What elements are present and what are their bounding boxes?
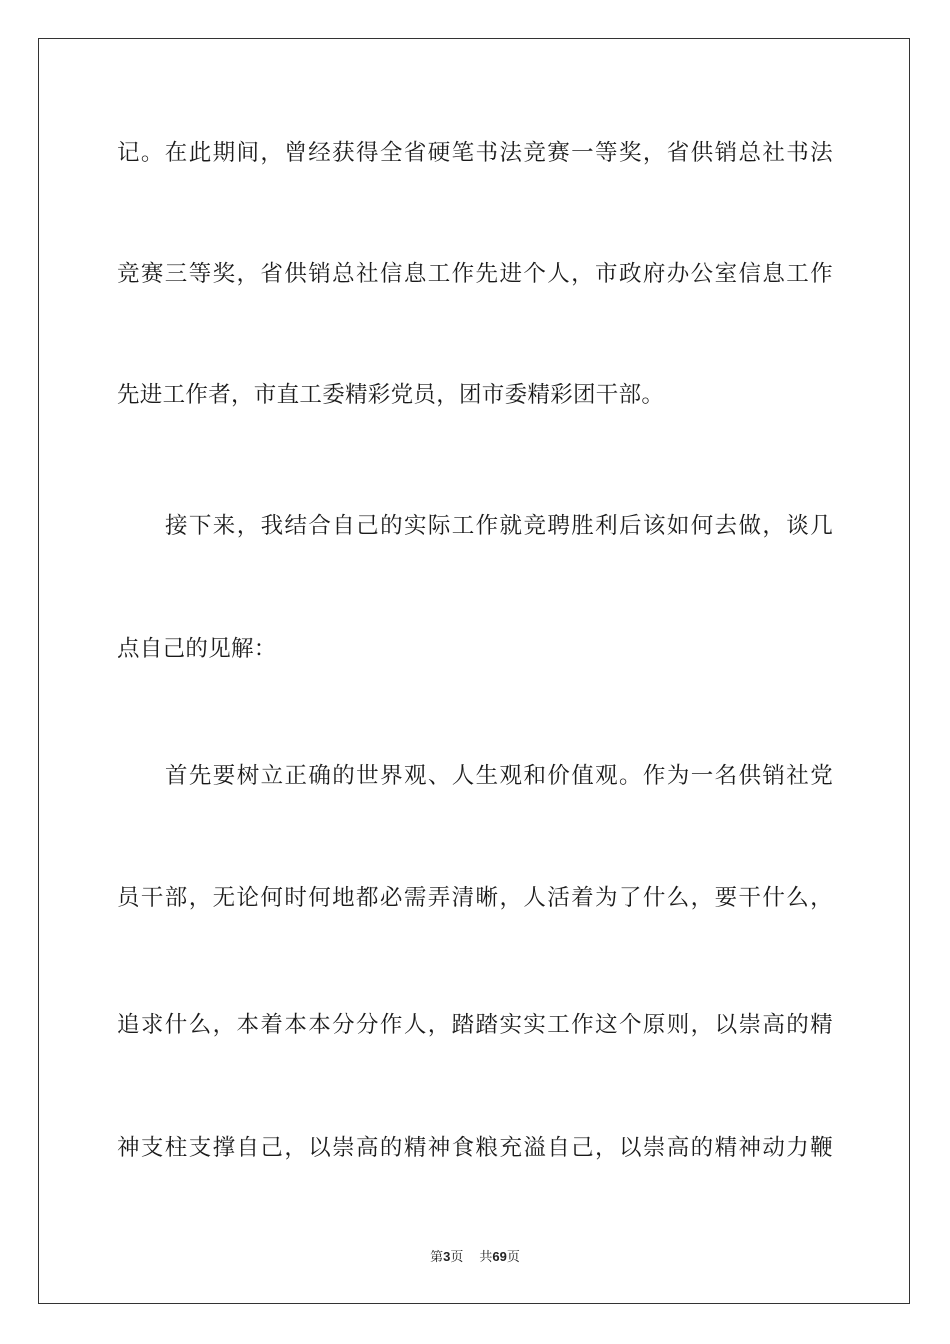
total-prefix: 共 [479, 1250, 493, 1265]
page-footer [0, 1248, 950, 1267]
total-suffix: 页 [506, 1250, 520, 1265]
text-line: 追求什么，本着本本分分作人，踏踏实实工作这个原则，以崇高的精 [117, 1012, 833, 1038]
text-line: 记。在此期间，曾经获得全省硬笔书法竞赛一等奖，省供销总社书法 [117, 140, 833, 166]
text-line: 点自己的见解： [117, 636, 277, 662]
page-prefix: 第 [430, 1250, 444, 1265]
total-pages: 69 [492, 1249, 507, 1264]
paragraph-first-line: 首先要树立正确的世界观、人生观和价值观。作为一名供销社党 [165, 763, 833, 789]
text-line: 员干部，无论何时何地都必需弄清晰，人活着为了什么，要干什么， [117, 885, 833, 911]
text-line: 先进工作者，市直工委精彩党员，团市委精彩团干部。 [117, 382, 665, 408]
page-suffix: 页 [450, 1250, 464, 1265]
text-line: 神支柱支撑自己，以崇高的精神食粮充溢自己，以崇高的精神动力鞭 [117, 1135, 833, 1161]
paragraph-first-line: 接下来，我结合自己的实际工作就竞聘胜利后该如何去做，谈几 [165, 513, 833, 539]
page-border [38, 38, 910, 1304]
text-line: 竞赛三等奖，省供销总社信息工作先进个人，市政府办公室信息工作 [117, 261, 833, 287]
page-number: 3 [443, 1249, 451, 1264]
